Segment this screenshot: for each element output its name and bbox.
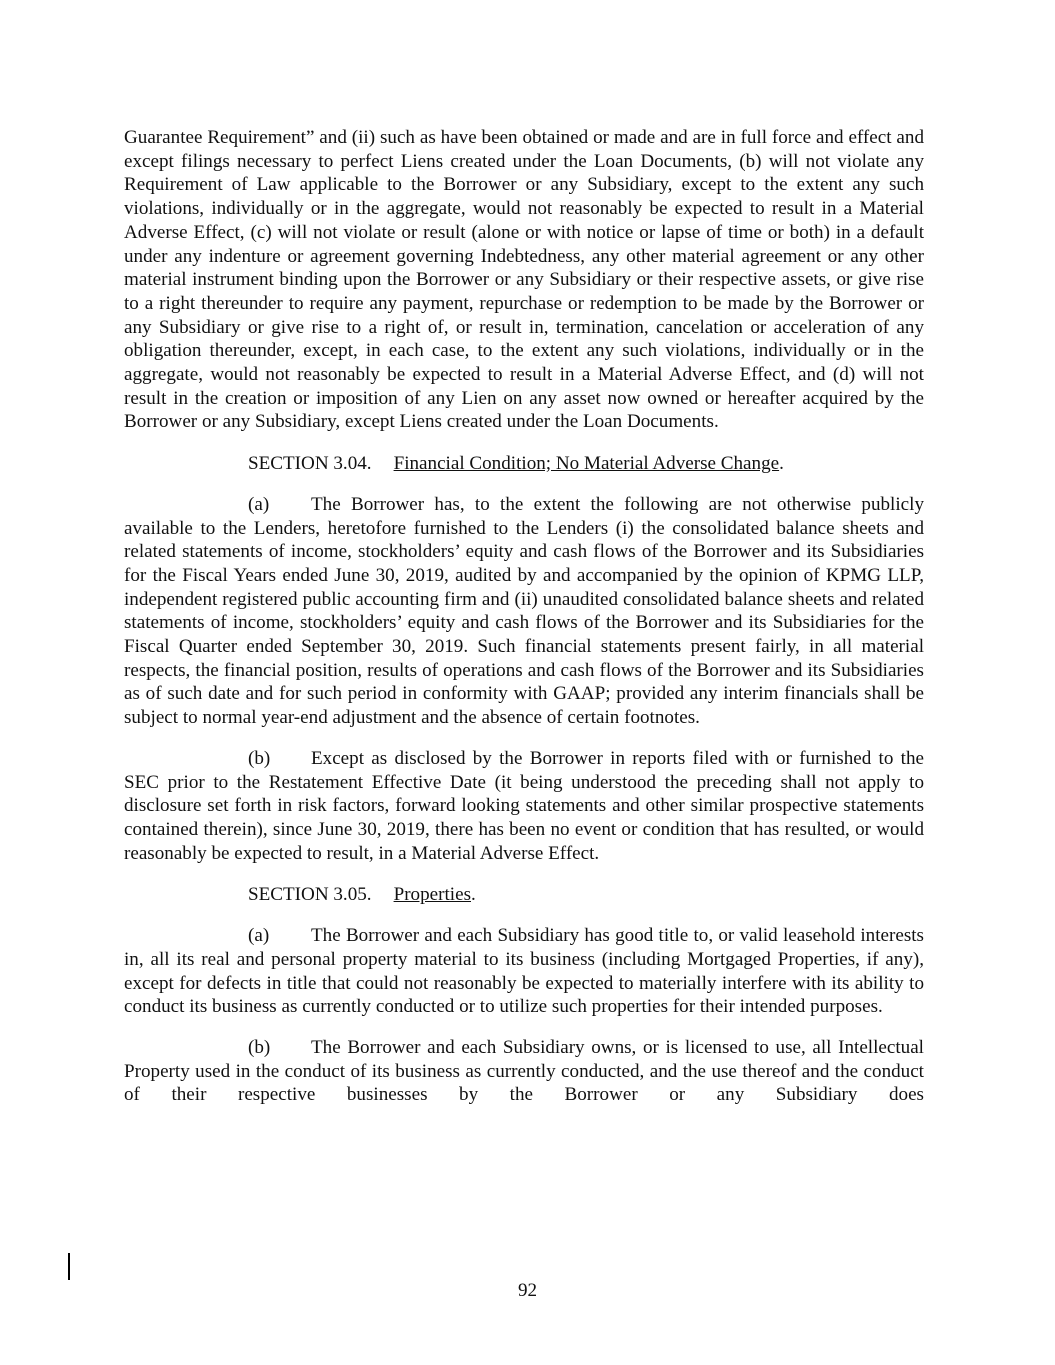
page-number: 92: [517, 1280, 538, 1301]
section-3-05-a-marker: (a): [248, 925, 270, 947]
section-3-05-b-paragraph: [124, 1036, 924, 1107]
section-3-05-heading: [124, 883, 924, 907]
section-3-05-title: Properties: [393, 884, 471, 906]
section-3-04-b-marker: (b): [248, 747, 271, 769]
section-3-04-a-marker: (a): [248, 493, 270, 515]
section-3-04-a-paragraph: [124, 493, 924, 730]
section-3-05-a-paragraph: [124, 924, 924, 1019]
section-3-04-b-paragraph: [124, 747, 924, 866]
section-3-04-title: Financial Condition; No Material Adverse Change: [393, 453, 780, 475]
section-3-04-heading: [124, 452, 924, 476]
section-3-05-number: SECTION 3.05.: [248, 884, 372, 906]
document-page: [124, 126, 924, 1124]
section-3-04-b-text: Except as disclosed by the Borrower in reports filed with or furnished to the SEC prior to the Restatement Effective Date (it being understood the preceding shall not apply to disclosure set forth in risk factors, forward looking statements and other similar prospective statements contained therein), since June 30, 2019, there has been no event or condition that has resulted, or would reasonably be expected to result, in a Material Adverse Effect.: [124, 747, 924, 864]
section-3-04-period: .: [779, 453, 784, 475]
section-3-04-number: SECTION 3.04.: [248, 453, 372, 475]
revision-change-bar: [68, 1253, 70, 1280]
section-3-05-b-text: The Borrower and each Subsidiary owns, or is licensed to use, all Intellectual Property used in the conduct of its business as currently conducted, and the use thereof and the conduct of their respective businesses by the Borrower or any Subsidiary does: [124, 1036, 924, 1106]
section-3-04-a-text: The Borrower has, to the extent the following are not otherwise publicly available to the Lenders, heretofore furnished to the Lenders (i) the consolidated balance sheets and related statements of income, stockholders’ equity and cash flows of the Borrower and its Subsidiaries for the Fiscal Years ended June 30, 2019, audited by and accompanied by the opinion of KPMG LLP, independent registered public accounting firm and (ii) unaudited consolidated balance sheets and related statements of income, stockholders’ equity and cash flows of the Borrower and its Subsidiaries for the Fiscal Quarter ended September 30, 2019. Such financial statements present fairly, in all material respects, the financial position, results of operations and cash flows of the Borrower and its Subsidiaries as of such date and for such period in conformity with GAAP; provided any interim financials shall be subject to normal year-end adjustment and the absence of certain footnotes.: [124, 493, 924, 729]
section-3-05-b-marker: (b): [248, 1036, 271, 1058]
intro-paragraph: Guarantee Requirement” and (ii) such as have been obtained or made and are in full force and effect and except filings necessary to perfect Liens created under the Loan Documents, (b) will not violate any Requirement of Law applicable to the Borrower or any Subsidiary, except to the extent any such violations, individually or in the aggregate, would not reasonably be expected to result in a Material Adverse Effect, (c) will not violate or result (alone or with notice or lapse of time or both) in a default under any indenture or agreement governing Indebtedness, any other material agreement or any other material instrument binding upon the Borrower or any Subsidiary or their respective assets, or give rise to a right thereunder to require any payment, repurchase or redemption to be made by the Borrower or any Subsidiary or give rise to a right of, or result in, termination, cancelation or acceleration of any obligation thereunder, except, in each case, to the extent any such violations, individually or in the aggregate, would not reasonably be expected to result in a Material Adverse Effect, and (d) will not result in the creation or imposition of any Lien on any asset now owned or hereafter acquired by the Borrower or any Subsidiary, except Liens created under the Loan Documents.: [124, 127, 924, 433]
section-3-05-period: .: [471, 884, 476, 906]
section-3-05-a-text: The Borrower and each Subsidiary has good title to, or valid leasehold interests in, all its real and personal property material to its business (including Mortgaged Properties, if any), except for defects in title that could not reasonably be expected to materially interfere with its ability to conduct its business as currently conducted or to utilize such properties for their intended purposes.: [124, 925, 924, 1018]
